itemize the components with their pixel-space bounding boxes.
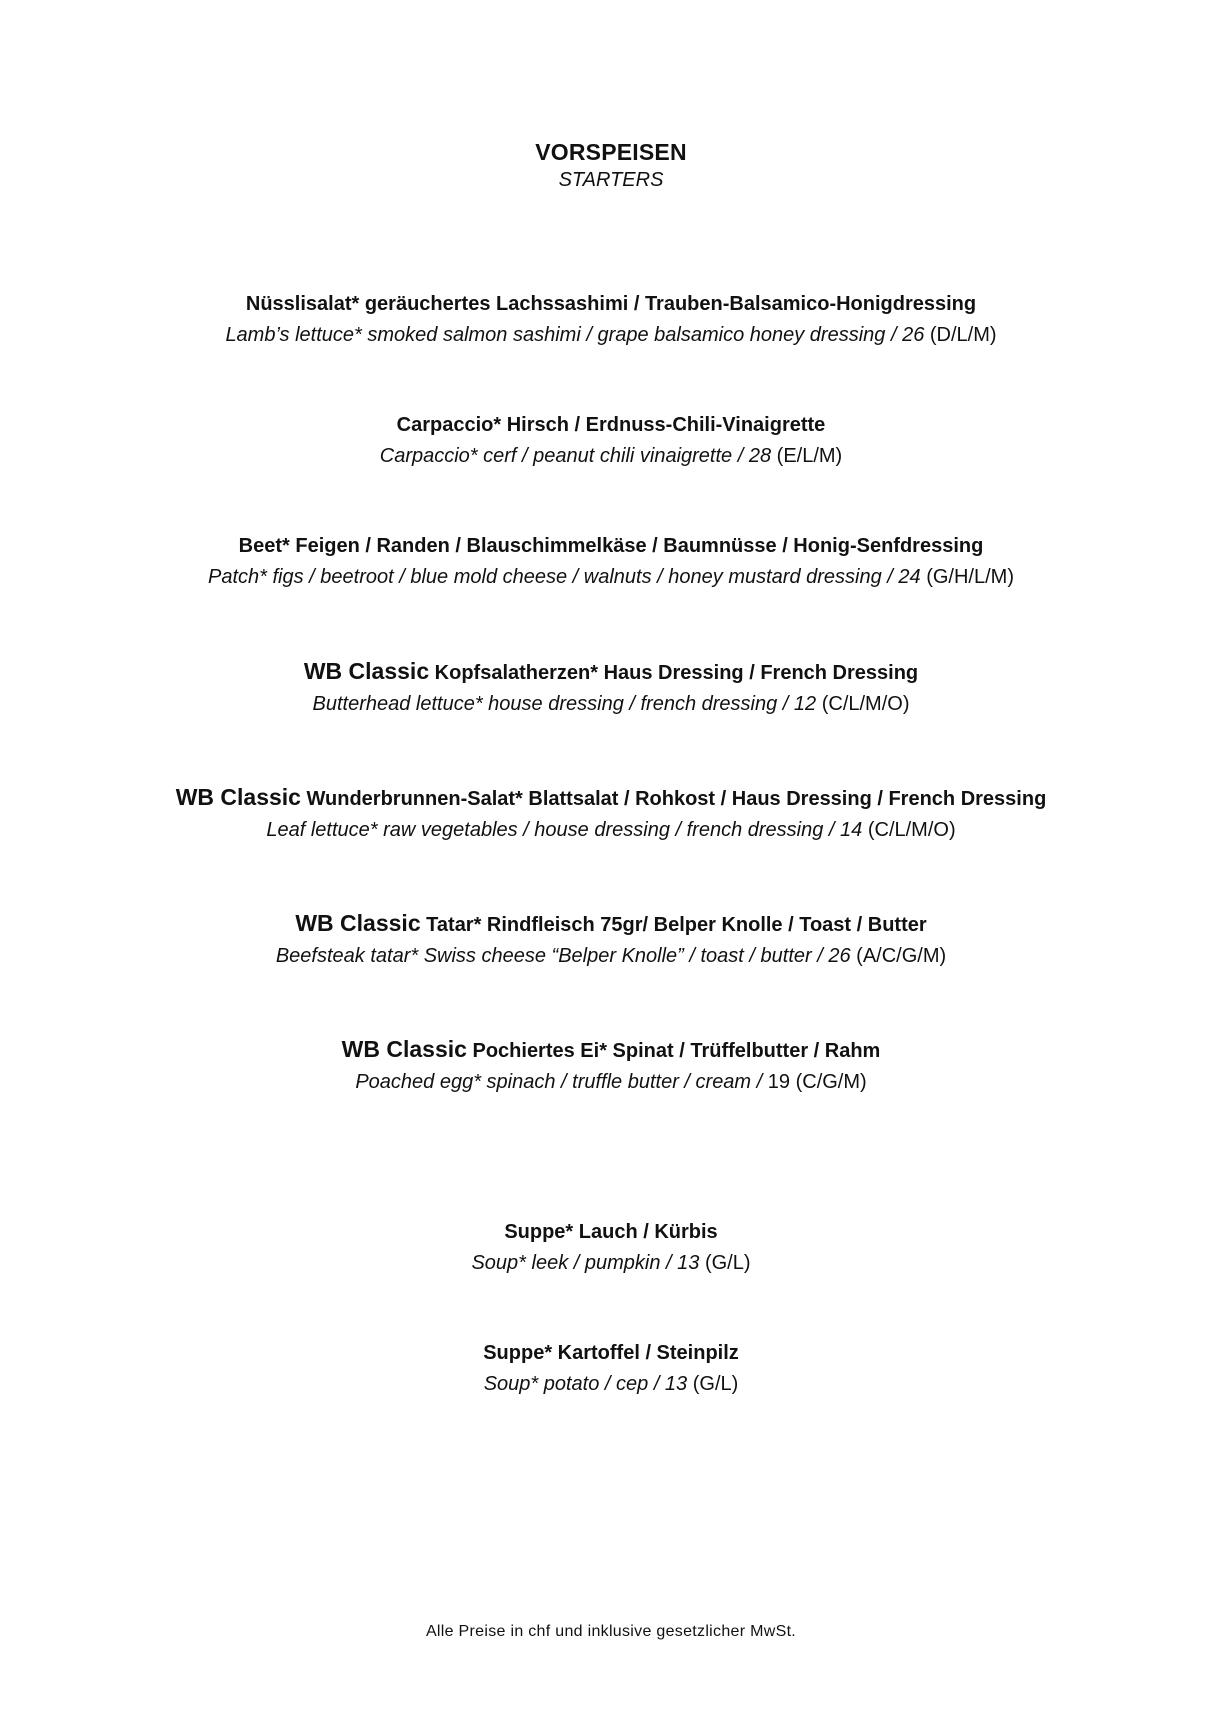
item-name-en — [0, 1248, 1222, 1278]
item-name-en — [0, 562, 1222, 592]
item-name-de — [0, 530, 1222, 562]
page-subtitle: STARTERS — [558, 169, 664, 191]
item-text-de: Kopfsalatherzen* Haus Dressing / French Dressing — [434, 662, 919, 684]
item-text-en: Patch* figs / beetroot / blue mold cheese / walnuts / honey mustard dressing / 24 — [208, 566, 921, 588]
item-allergens: (C/L/M/O) — [821, 693, 910, 715]
item-allergens: (A/C/G/M) — [856, 945, 947, 967]
item-allergens: (G/L) — [692, 1373, 739, 1395]
menu-item — [0, 781, 1222, 845]
item-text-de: Wunderbrunnen-Salat* Blattsalat / Rohkost / Haus Dressing / French Dressing — [306, 788, 1047, 810]
item-name-en — [0, 815, 1222, 845]
menu-item — [0, 288, 1222, 350]
item-name-de — [0, 781, 1222, 815]
menu-item — [0, 530, 1222, 592]
item-text-en: Carpaccio* cerf / peanut chili vinaigrette / 28 — [379, 445, 772, 467]
item-name-de — [0, 907, 1222, 941]
item-name-en — [0, 1369, 1222, 1399]
item-name-de — [0, 1337, 1222, 1369]
classic-label: WB Classic — [295, 910, 421, 936]
classic-label: WB Classic — [341, 1036, 467, 1062]
classic-label: WB Classic — [175, 784, 301, 810]
item-text-de: Carpaccio* Hirsch / Erdnuss-Chili-Vinaigrette — [396, 414, 826, 436]
item-name-de — [0, 1216, 1222, 1248]
menu-item — [0, 1033, 1222, 1097]
item-allergens: (D/L/M) — [929, 324, 997, 346]
menu-item — [0, 1216, 1222, 1278]
menu-header — [0, 138, 1222, 194]
item-text-de: Nüsslisalat* geräuchertes Lachssashimi / Trauben-Balsamico-Honigdressing — [245, 293, 977, 315]
item-text-en: Leaf lettuce* raw vegetables / house dressing / french dressing / 14 — [266, 819, 863, 841]
menu-item — [0, 907, 1222, 971]
item-text-en: Soup* potato / cep / 13 — [483, 1373, 688, 1395]
item-allergens: (G/H/L/M) — [926, 566, 1014, 588]
item-text-en: Soup* leek / pumpkin / 13 — [471, 1252, 700, 1274]
item-name-en — [0, 441, 1222, 471]
item-name-en — [0, 941, 1222, 971]
page-title: VORSPEISEN — [535, 139, 687, 165]
item-name-de — [0, 1033, 1222, 1067]
item-name-en — [0, 1067, 1222, 1097]
item-name-de — [0, 655, 1222, 689]
item-name-en — [0, 320, 1222, 350]
item-allergens: (G/L) — [704, 1252, 751, 1274]
price-note: Alle Preise in chf und inklusive gesetzlicher MwSt. — [425, 1623, 797, 1640]
item-name-de — [0, 409, 1222, 441]
item-allergens: 19 (C/G/M) — [767, 1071, 867, 1093]
item-text-de: Pochiertes Ei* Spinat / Trüffelbutter / Rahm — [472, 1040, 881, 1062]
classic-label: WB Classic — [303, 658, 430, 684]
item-text-de: Suppe* Kartoffel / Steinpilz — [483, 1342, 739, 1364]
item-text-de: Tatar* Rindfleisch 75gr/ Belper Knolle / Toast / Butter — [426, 914, 927, 936]
item-allergens: (C/L/M/O) — [867, 819, 956, 841]
item-name-de — [0, 288, 1222, 320]
item-text-en: Poached egg* spinach / truffle butter / cream / — [355, 1071, 763, 1093]
item-text-en: Butterhead lettuce* house dressing / french dressing / 12 — [312, 693, 817, 715]
item-text-en: Beefsteak tatar* Swiss cheese “Belper Knolle” / toast / butter / 26 — [275, 945, 851, 967]
menu-item — [0, 409, 1222, 471]
item-text-de: Beet* Feigen / Randen / Blauschimmelkäse / Baumnüsse / Honig-Senfdressing — [238, 535, 984, 557]
menu-item — [0, 655, 1222, 719]
item-allergens: (E/L/M) — [776, 445, 843, 467]
menu-item — [0, 1337, 1222, 1399]
item-name-en — [0, 689, 1222, 719]
item-text-de: Suppe* Lauch / Kürbis — [504, 1221, 718, 1243]
item-text-en: Lamb’s lettuce* smoked salmon sashimi / grape balsamico honey dressing / 26 — [225, 324, 925, 346]
